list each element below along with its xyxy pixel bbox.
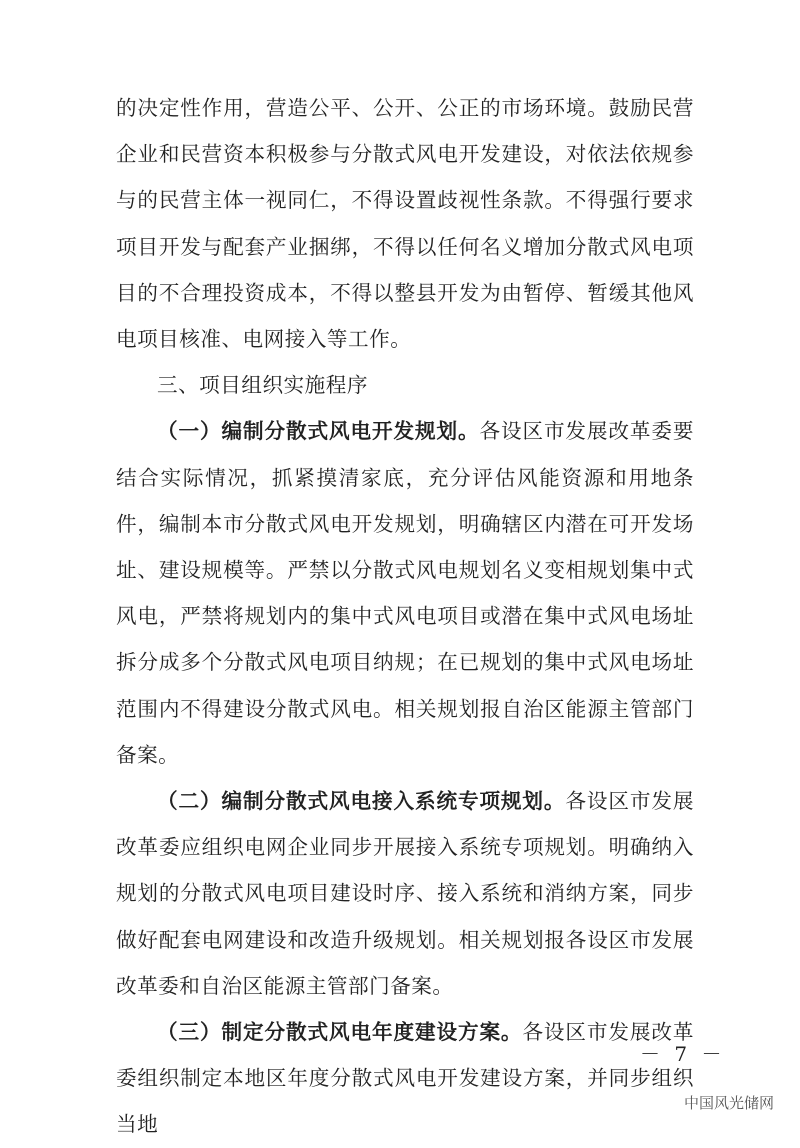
item-2-lead: （二）编制分散式风电接入系统专项规划。 (157, 789, 566, 814)
item-2-text: 各设区市发展改革委应组织电网企业同步开展接入系统专项规划。明确纳入规划的分散式风电项目建设时序、接入系统和消纳方案，同步做好配套电网建设和改造升级规划。相关规划报各设区市发展改革委和自治区能源主管部门备案。 (116, 789, 695, 998)
paragraph-intro: 的决定性作用，营造公平、公开、公正的市场环境。鼓励民营企业和民营资本积极参与分散式风电开发建设，对依法依规参与的民营主体一视同仁，不得设置歧视性条款。不得强行要求项目开发与配套产业捆绑，不得以任何名义增加分散式风电项目的不合理投资成本，不得以整县开发为由暂停、暂缓其他风电项目核准、电网接入等工作。 (116, 96, 694, 352)
item-3-lead: （三）制定分散式风电年度建设方案。 (157, 1020, 523, 1045)
page-number: － 7 － (640, 1042, 726, 1066)
item-1-text: 各设区市发展改革委要结合实际情况，抓紧摸清家底，充分评估风能资源和用地条件，编制本市分散式风电开发规划，明确辖区内潜在可开发场址、建设规模等。严禁以分散式风电规划名义变相规划集中式风电，严禁将规划内的集中式风电项目或潜在集中式风电场址拆分成多个分散式风电项目纳规；在已规划的集中式风电场址范围内不得建设分散式风电。相关规划报自治区能源主管部门备案。 (116, 419, 695, 767)
document-body (116, 85, 694, 1148)
section-heading: 三、项目组织实施程序 (157, 373, 368, 398)
item-3-text: 各设区市发展改革委组织制定本地区年度分散式风电开发建设方案，并同步组织当地 (116, 1020, 695, 1137)
paragraph-item-3 (116, 1009, 694, 1148)
item-1-lead: （一）编制分散式风电开发规划。 (157, 419, 480, 444)
paragraph-item-1 (116, 408, 694, 778)
watermark: 中国风光储网 (684, 1094, 775, 1112)
paragraph-item-2 (116, 778, 694, 1009)
